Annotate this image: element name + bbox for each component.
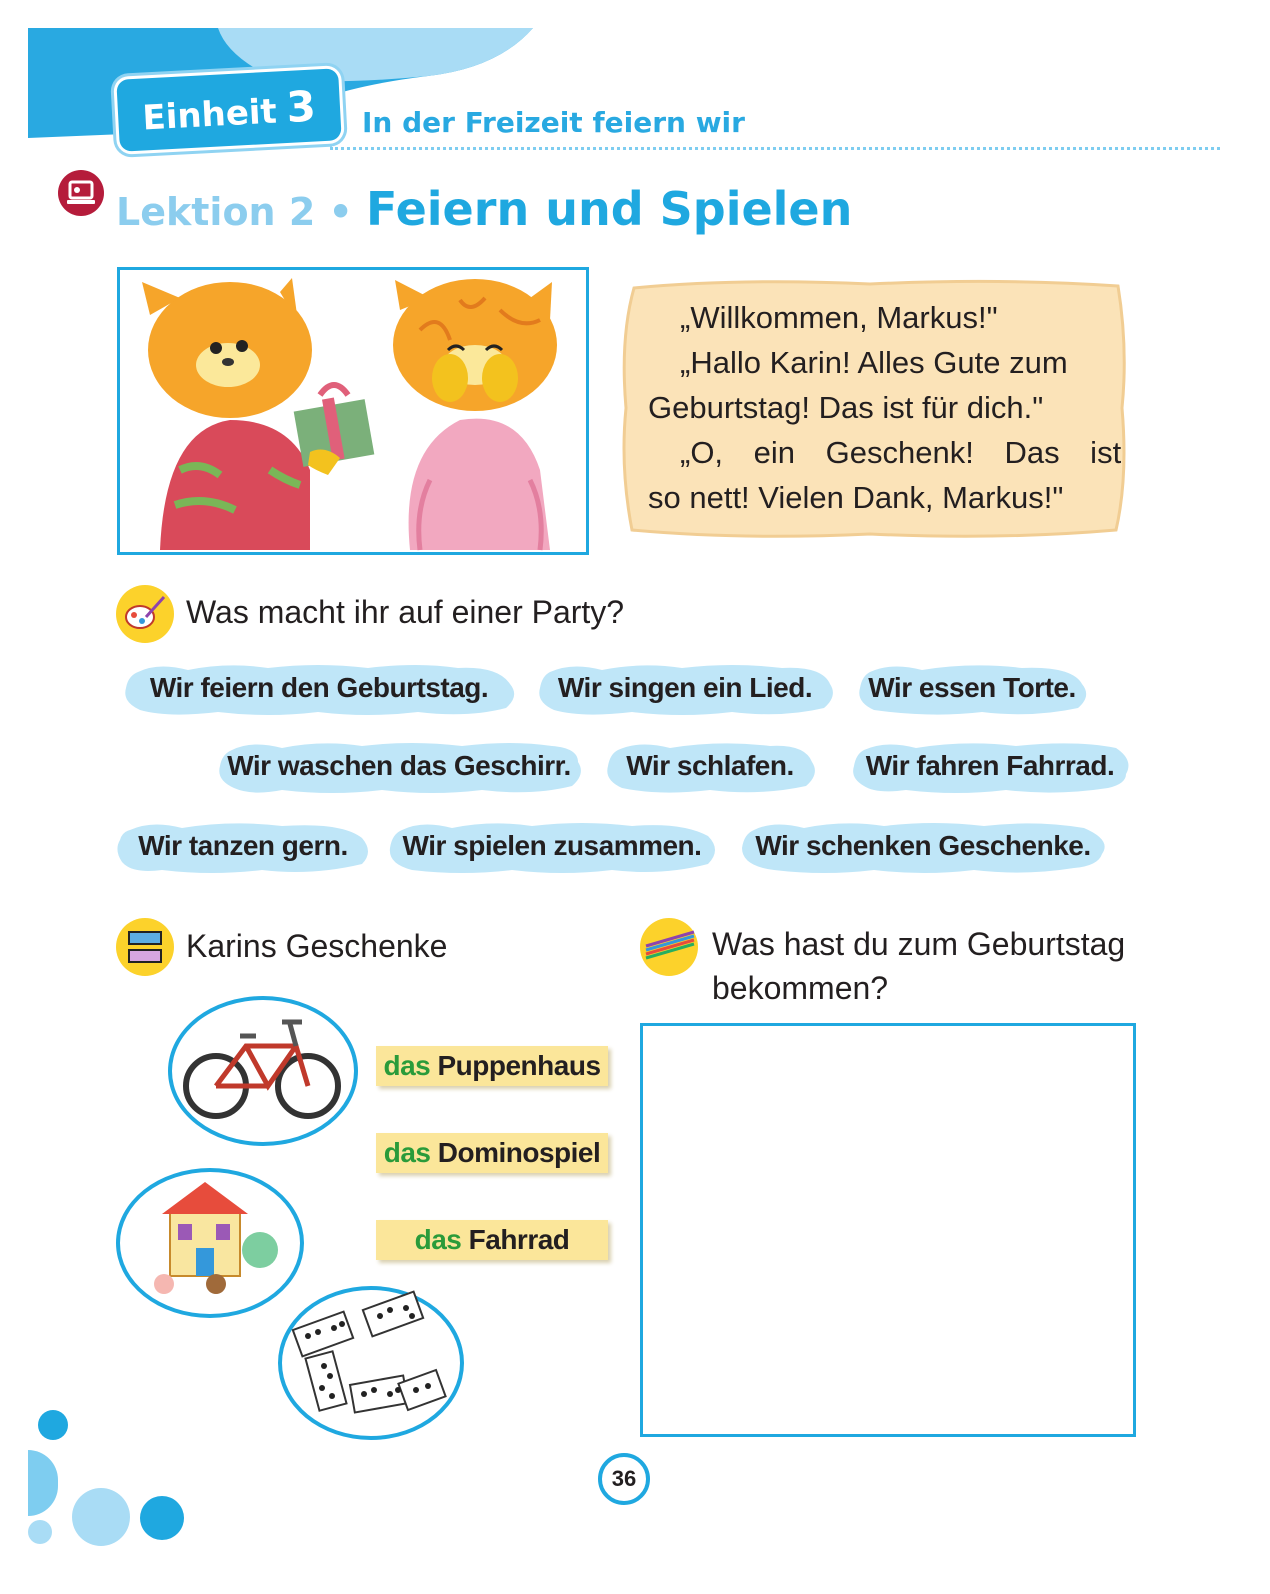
gift-label: [376, 1046, 608, 1086]
phrase-cloud: [382, 820, 722, 876]
unit-number: 3: [285, 81, 317, 132]
decorative-dot: [28, 1450, 58, 1516]
phrase-text: Wir waschen das Geschirr.: [227, 750, 571, 781]
decorative-dot: [72, 1488, 130, 1546]
dialog-line: „O, ein Geschenk! Das ist: [680, 435, 1122, 470]
dialog-line: so nett! Vielen Dank, Markus!": [648, 480, 1064, 515]
gifts-title: Karins Geschenke: [186, 928, 448, 964]
dialog-box: [620, 278, 1128, 540]
birthday-question-line1: Was hast du zum Geburtstag: [712, 926, 1126, 962]
phrase-text: Wir schlafen.: [626, 750, 794, 781]
domino-image: [278, 1286, 464, 1440]
bicycle-image: [168, 996, 358, 1146]
lesson-prefix: Lektion 2 •: [116, 190, 353, 234]
page-number: 36: [598, 1453, 650, 1505]
gift-article: das: [383, 1137, 431, 1168]
decorative-dot: [140, 1496, 184, 1540]
lesson-main-title: Feiern und Spielen: [366, 182, 853, 236]
phrase-cloud: [846, 740, 1134, 796]
phrase-cloud: [852, 662, 1092, 718]
phrase-text: Wir essen Torte.: [868, 672, 1076, 703]
phrase-cloud: [600, 740, 820, 796]
lesson-title: [116, 182, 852, 236]
gift-article: das: [383, 1050, 431, 1081]
decorative-dot: [28, 1520, 52, 1544]
unit-badge: [116, 68, 341, 152]
cats-illustration: [117, 267, 589, 555]
gift-article: das: [414, 1224, 462, 1255]
unit-title: In der Freizeit feiern wir: [362, 106, 745, 139]
phrase-cloud: [212, 740, 586, 796]
pencils-icon: [640, 918, 698, 976]
paintbrush-icon: [116, 585, 174, 643]
phrase-cloud: [118, 662, 520, 718]
phrase-text: Wir fahren Fahrrad.: [865, 750, 1115, 781]
dialog-line: Geburtstag! Das ist für dich.": [648, 390, 1044, 425]
answer-box[interactable]: [640, 1023, 1136, 1437]
phrase-text: Wir spielen zusammen.: [402, 830, 702, 861]
header-dotted-line: [330, 147, 1220, 150]
phrase-text: Wir feiern den Geburtstag.: [149, 672, 489, 703]
decorative-dot: [38, 1410, 68, 1440]
cat-karin-image: [393, 279, 557, 550]
cards-icon: [116, 918, 174, 976]
phrase-text: Wir singen ein Lied.: [557, 672, 813, 703]
unit-label: Einheit: [141, 91, 278, 139]
gift-label: [376, 1133, 608, 1173]
cat-markus-image: [142, 278, 374, 550]
phrase-text: Wir schenken Geschenke.: [755, 830, 1091, 861]
phrase-cloud: [734, 820, 1112, 876]
gift-noun: Puppenhaus: [437, 1050, 601, 1081]
dialog-line: „Hallo Karin! Alles Gute zum: [680, 345, 1068, 380]
gift-label: [376, 1220, 608, 1260]
phrase-text: Wir tanzen gern.: [138, 830, 348, 861]
phrase-cloud: [532, 662, 838, 718]
computer-icon: [58, 170, 104, 216]
birthday-question-line2: bekommen?: [712, 970, 889, 1006]
dollhouse-image: [116, 1168, 304, 1318]
phrase-cloud: [112, 820, 374, 876]
dialog-line: „Willkommen, Markus!": [680, 300, 998, 335]
gift-noun: Dominospiel: [437, 1137, 601, 1168]
gift-noun: Fahrrad: [468, 1224, 570, 1255]
party-question: Was macht ihr auf einer Party?: [186, 594, 625, 630]
